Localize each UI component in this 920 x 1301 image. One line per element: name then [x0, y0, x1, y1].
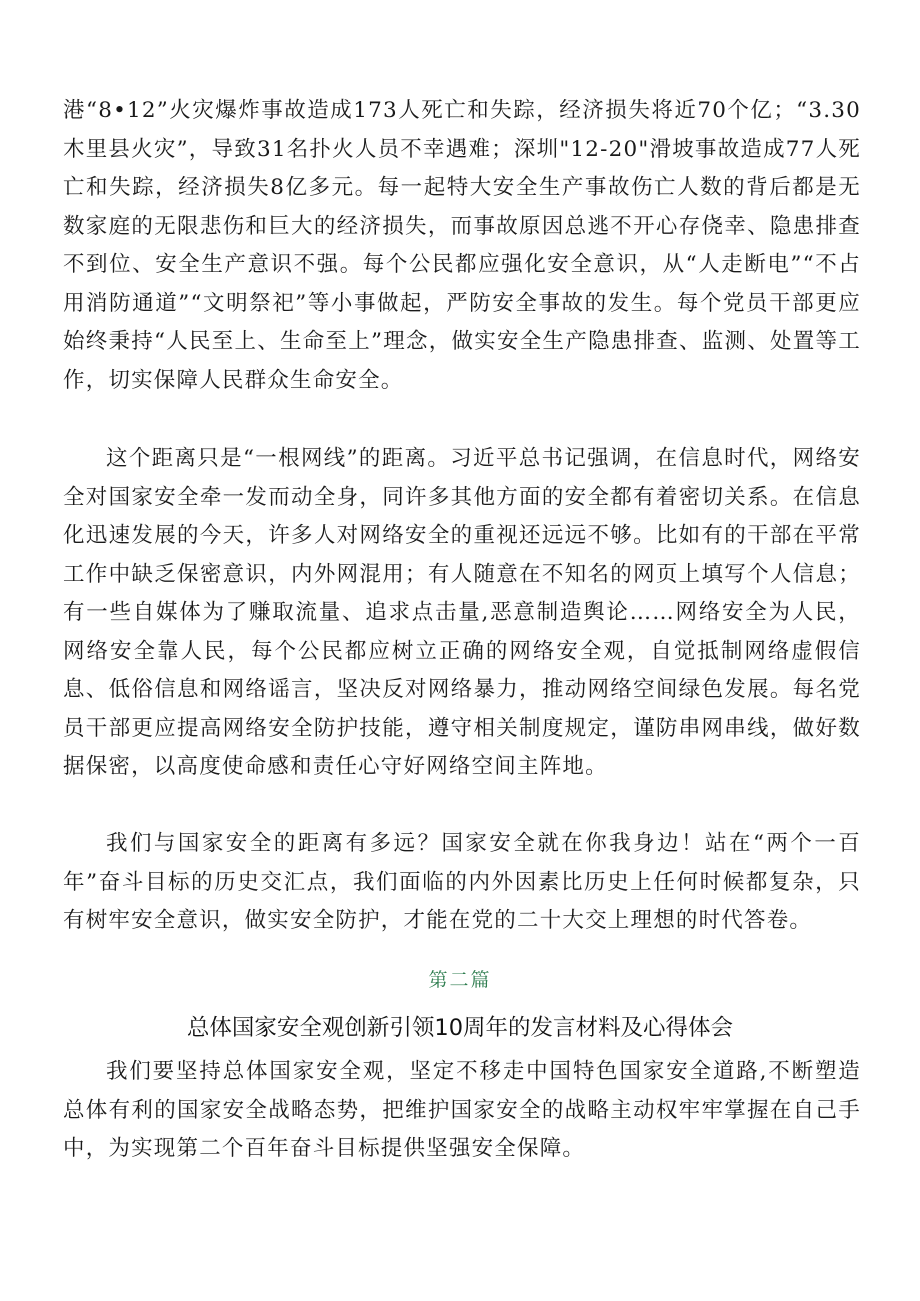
paragraph-safety-production: 港“8•12”火灾爆炸事故造成173人死亡和失踪，经济损失将近70个亿；“3.30木里县火灾”，导致31名扑火人员不幸遇难；深圳"12-20"滑坡事故造成77人死亡和失踪，经济损失8亿多元。每一起特大安全生产事故伤亡人数的背后都是无数家庭的无限悲伤和巨大的经济损失，而事故原因总逃不开心存侥幸、隐患排查不到位、安全生产意识不强。每个公民都应强化安全意识，从“人走断电”“不占用消防通道”“文明祭祀”等小事做起，严防安全事故的发生。每个党员干部更应始终秉持“人民至上、生命至上”理念，做实安全生产隐患排查、监测、处置等工作，切实保障人民群众生命安全。 [63, 98, 861, 393]
section-title: 总体国家安全观创新引领10周年的发言材料及心得体会 [186, 1015, 734, 1041]
section-label: 第二篇 [428, 969, 492, 991]
paragraph-network-security: 这个距离只是“一根网线”的距离。习近平总书记强调，在信息时代，网络安全对国家安全牵一发而动全身，同许多其他方面的安全都有着密切关系。在信息化迅速发展的今天，许多人对网络安全的重视还远远不够。比如有的干部在平常工作中缺乏保密意识，内外网混用；有人随意在不知名的网页上填写个人信息；有一些自媒体为了赚取流量、追求点击量,恶意制造舆论……网络安全为人民，网络安全靠人民，每个公民都应树立正确的网络安全观，自觉抵制网络虚假信息、低俗信息和网络谣言，坚决反对网络暴力，推动网络空间绿色发展。每名党员干部更应提高网络安全防护技能，遵守相关制度规定，谨防串网串线，做好数据保密，以高度使命感和责任心守好网络空间主阵地。 [63, 446, 861, 779]
paragraph-section-intro: 我们要坚持总体国家安全观，坚定不移走中国特色国家安全道路,不断塑造总体有利的国家安全战略态势，把维护国家安全的战略主动权牢牢掌握在自己手中，为实现第二个百年奋斗目标提供坚强安全保障。 [63, 1059, 861, 1161]
paragraph-national-security-conclusion: 我们与国家安全的距离有多远？国家安全就在你我身边！站在“两个一百年”奋斗目标的历史交汇点，我们面临的内外因素比历史上任何时候都复杂，只有树牢安全意识，做实安全防护，才能在党的二十大交上理想的时代答卷。 [63, 831, 861, 933]
